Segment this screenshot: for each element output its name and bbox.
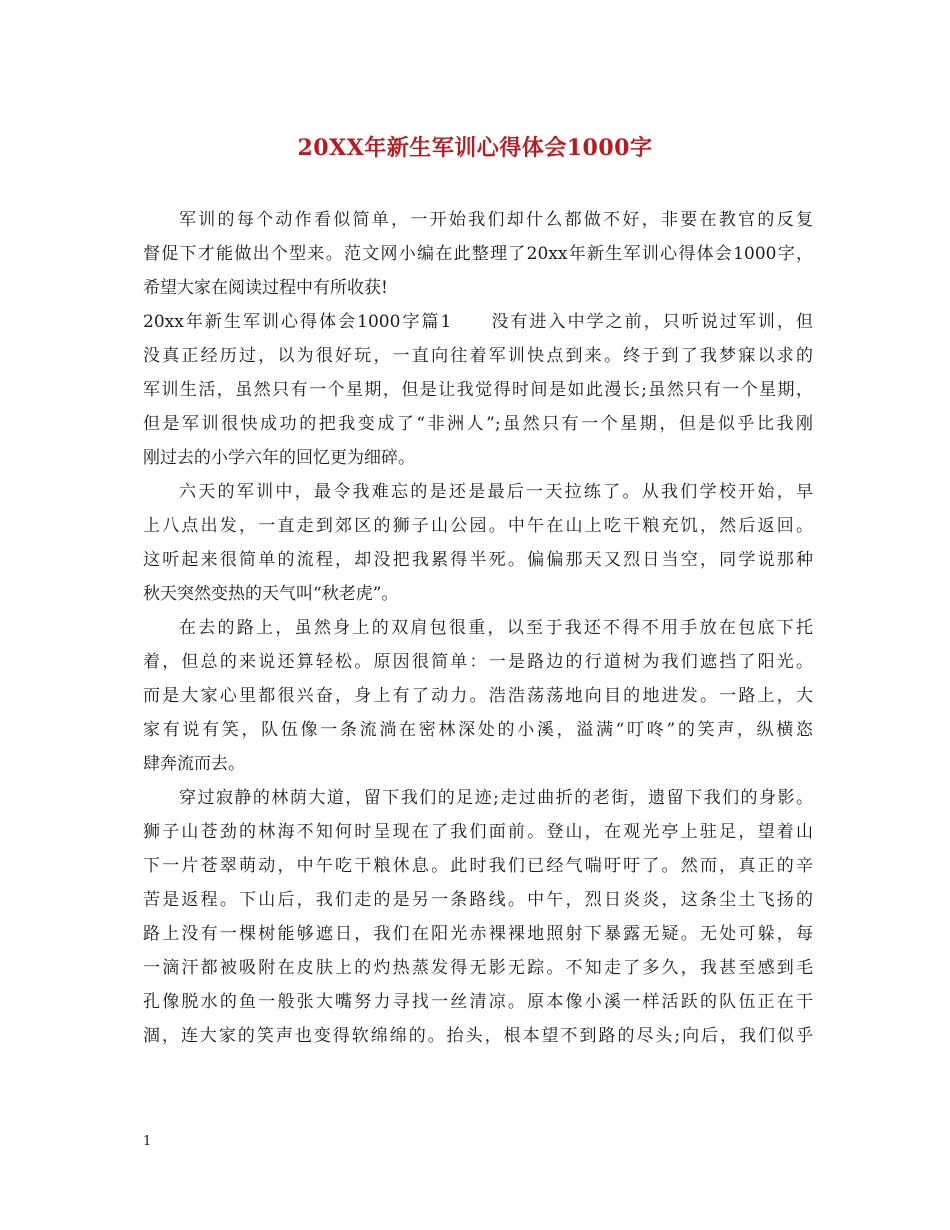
text-line: 涸，连大家的笑声也变得软绵绵的。抬头，根本望不到路的尽头;向后，我们似乎 bbox=[143, 1026, 813, 1046]
text-line: 在去的路上，虽然身上的双肩包很重，以至于我还不得不用手放在包底下托 bbox=[179, 618, 813, 638]
text-line: 上八点出发，一直走到郊区的狮子山公园。中午在山上吃干粮充饥，然后返回。 bbox=[143, 516, 813, 536]
text-line: 这听起来很简单的流程，却没把我累得半死。偏偏那天又烈日当空，同学说那种 bbox=[143, 550, 813, 570]
text-line: 六天的军训中，最令我难忘的是还是最后一天拉练了。从我们学校开始，早 bbox=[179, 482, 813, 502]
text-line: 穿过寂静的林荫大道，留下我们的足迹;走过曲折的老街，遗留下我们的身影。 bbox=[179, 788, 813, 808]
text-line: 家有说有笑，队伍像一条流淌在密林深处的小溪，溢满“叮咚”的笑声，纵横恣 bbox=[143, 720, 813, 740]
text-line: 20xx年新生军训心得体会1000字篇1 没有进入中学之前，只听说过军训，但 bbox=[143, 312, 813, 332]
text-line: 但是军训很快成功的把我变成了“非洲人”;虽然只有一个星期，但是似乎比我刚 bbox=[143, 414, 813, 434]
text-line: 孔像脱水的鱼一般张大嘴努力寻找一丝清凉。原本像小溪一样活跃的队伍正在干 bbox=[143, 992, 813, 1012]
text-line: 秋天突然变热的天气叫“秋老虎”。 bbox=[143, 584, 399, 604]
text-line: 着，但总的来说还算轻松。原因很简单：一是路边的行道树为我们遮挡了阳光。 bbox=[143, 652, 813, 672]
document-title: 20XX年新生军训心得体会1000字 bbox=[297, 135, 653, 161]
text-line: 一滴汗都被吸附在皮肤上的灼热蒸发得无影无踪。不知走了多久，我甚至感到毛 bbox=[143, 958, 813, 978]
text-line: 刚过去的小学六年的回忆更为细碎。 bbox=[143, 448, 415, 468]
text-line: 督促下才能做出个型来。范文网小编在此整理了20xx年新生军训心得体会1000字， bbox=[143, 244, 813, 264]
text-line: 希望大家在阅读过程中有所收获! bbox=[143, 278, 388, 298]
text-line: 没真正经历过，以为很好玩，一直向往着军训快点到来。终于到了我梦寐以求的 bbox=[143, 346, 813, 366]
text-line: 肆奔流而去。 bbox=[143, 754, 245, 774]
page-number: 1 bbox=[143, 1134, 152, 1149]
text-line: 苦是返程。下山后，我们走的是另一条路线。中午，烈日炎炎，这条尘土飞扬的 bbox=[143, 890, 813, 910]
document-body bbox=[143, 203, 813, 1053]
text-line: 下一片苍翠萌动，中午吃干粮休息。此时我们已经气喘吁吁了。然而，真正的辛 bbox=[143, 856, 813, 876]
text-line: 而是大家心里都很兴奋，身上有了动力。浩浩荡荡地向目的地进发。一路上，大 bbox=[143, 686, 813, 706]
text-line: 路上没有一棵树能够遮日，我们在阳光赤裸裸地照射下暴露无疑。无处可躲，每 bbox=[143, 924, 813, 944]
text-line: 狮子山苍劲的林海不知何时呈现在了我们面前。登山，在观光亭上驻足，望着山 bbox=[143, 822, 813, 842]
text-line: 军训生活，虽然只有一个星期，但是让我觉得时间是如此漫长;虽然只有一个星期， bbox=[143, 380, 813, 400]
text-line: 军训的每个动作看似简单，一开始我们却什么都做不好，非要在教官的反复 bbox=[179, 210, 813, 230]
